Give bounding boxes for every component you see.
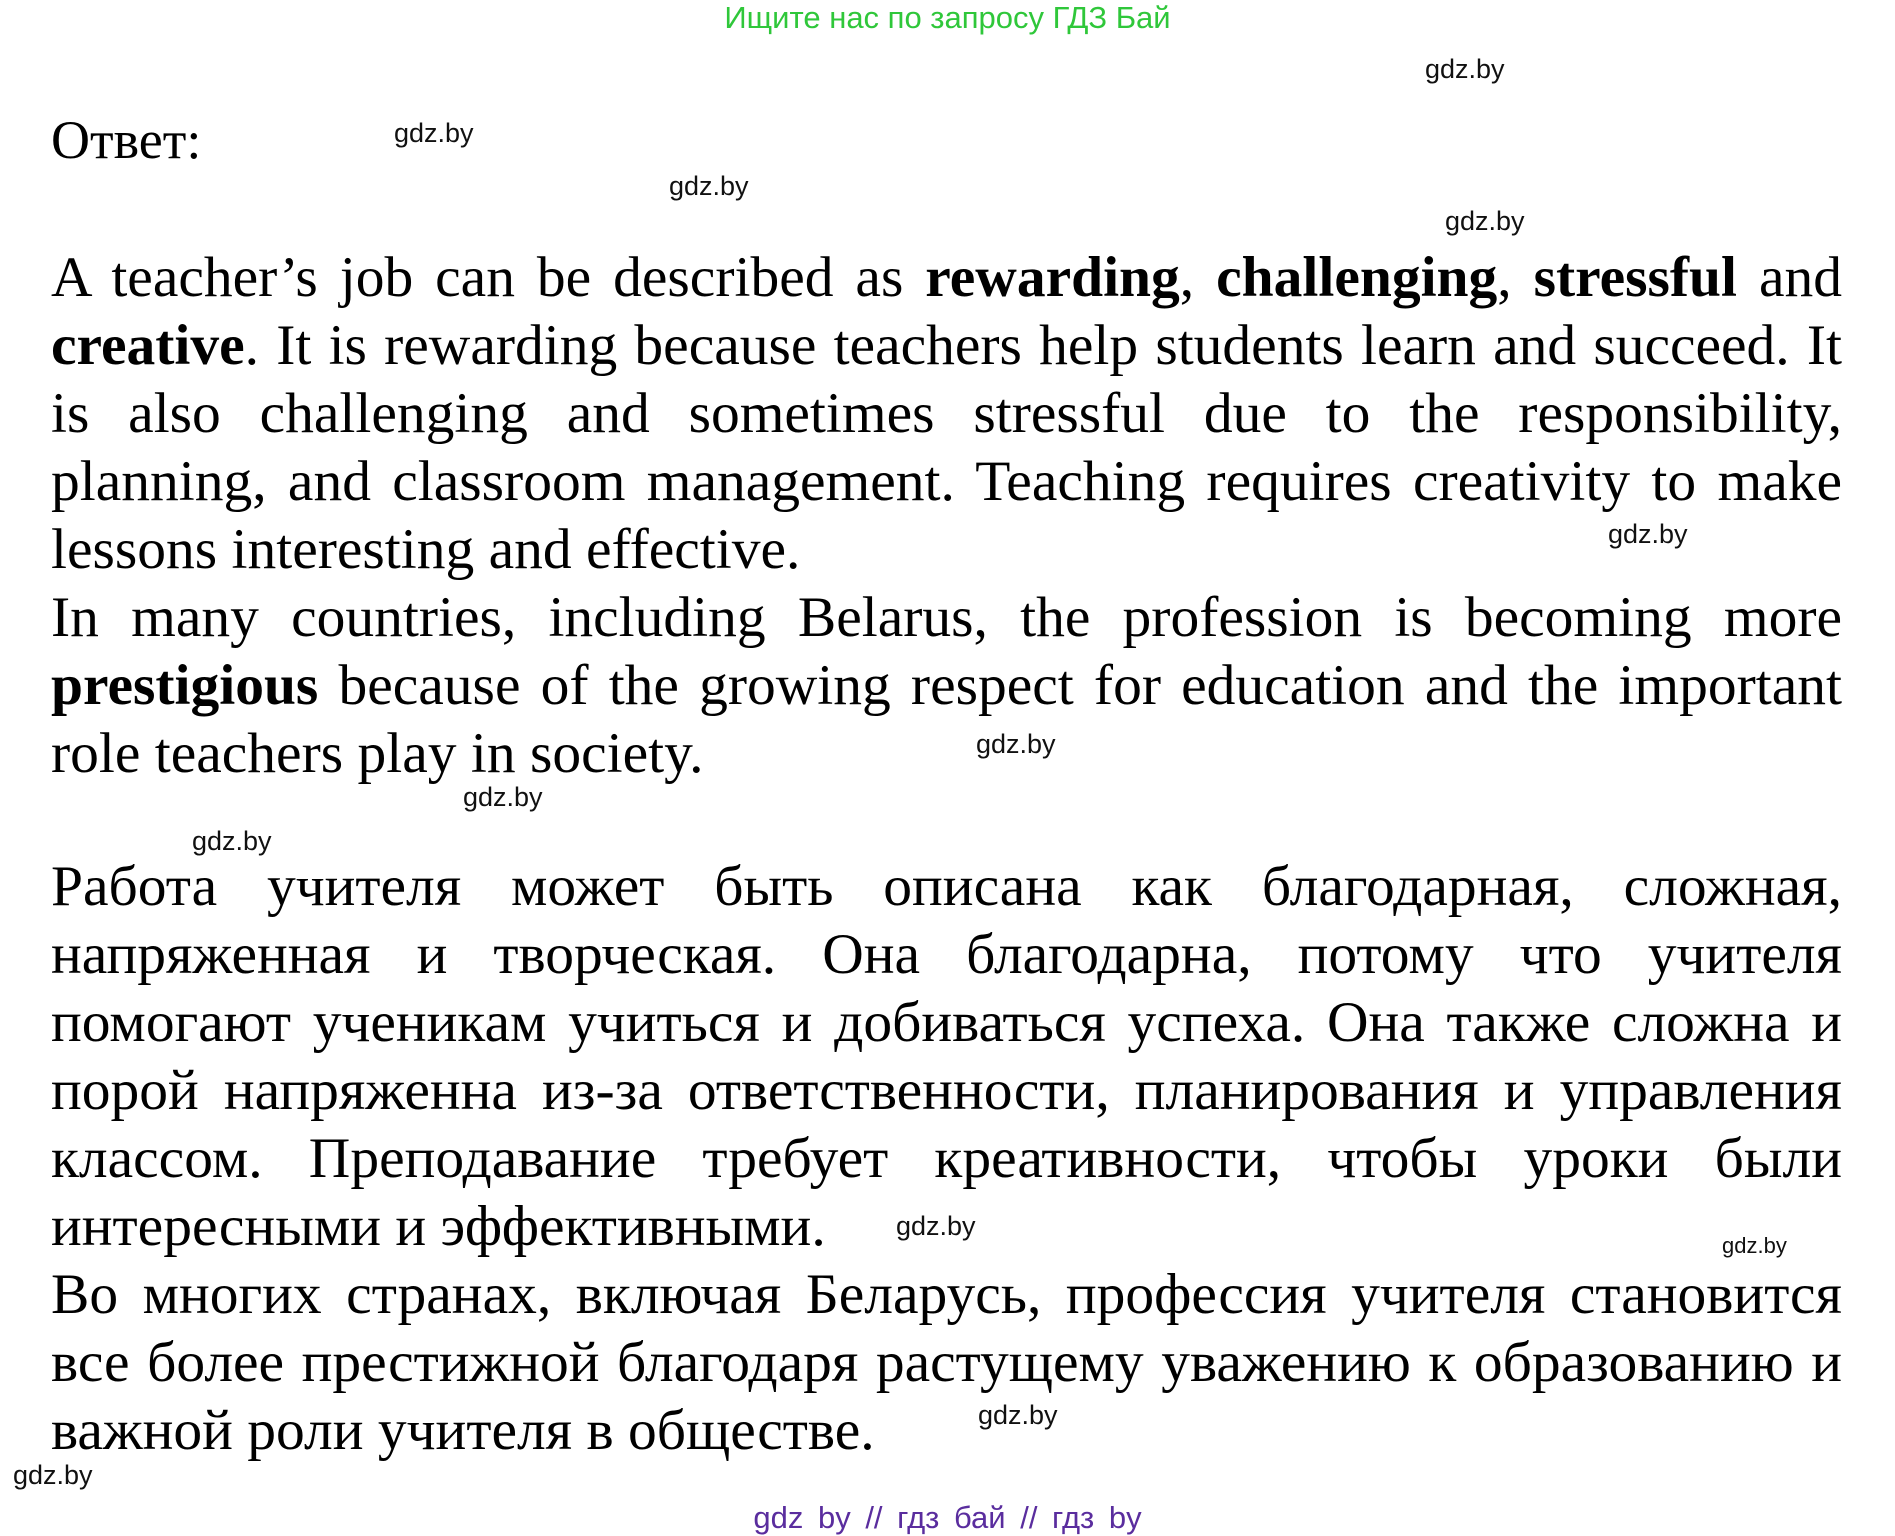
text: A teacher’s job can be described as <box>51 246 926 309</box>
english-paragraph-1 <box>51 244 1842 584</box>
text: and <box>1737 246 1843 309</box>
text: . It is rewarding because teachers help students learn and succeed. It is also challenging and sometimes stressful due to the responsibility, planning, and classroom management. Teaching requires creativity to make lessons interesting and effective. <box>51 314 1842 581</box>
watermark: gdz.by <box>13 1460 93 1490</box>
text: In many countries, including Belarus, the profession is becoming more <box>51 586 1842 649</box>
footer-links: gdz by // гдз бай // гдз by <box>753 1500 1142 1535</box>
text: , <box>1179 246 1217 309</box>
keyword-stressful: stressful <box>1533 246 1738 309</box>
watermark: gdz.by <box>976 729 1056 759</box>
watermark: gdz.by <box>896 1211 976 1241</box>
watermark: gdz.by <box>192 826 272 856</box>
watermark: gdz.by <box>1608 519 1688 549</box>
watermark: gdz.by <box>1425 54 1505 84</box>
keyword-rewarding: rewarding <box>925 246 1180 309</box>
watermark: gdz.by <box>463 782 543 812</box>
text: because of the growing respect for education and the important role teachers play in society. <box>51 654 1842 785</box>
watermark: gdz.by <box>1722 1233 1787 1258</box>
search-hint-banner: Ищите нас по запросу ГДЗ Бай <box>724 0 1171 35</box>
keyword-prestigious: prestigious <box>51 654 319 717</box>
english-paragraph-2 <box>51 584 1842 788</box>
watermark: gdz.by <box>1445 206 1525 236</box>
watermark: gdz.by <box>394 118 474 148</box>
keyword-challenging: challenging <box>1216 246 1498 309</box>
watermark: gdz.by <box>669 171 749 201</box>
watermark: gdz.by <box>978 1400 1058 1430</box>
keyword-creative: creative <box>51 314 245 377</box>
russian-paragraph-2: Во многих странах, включая Беларусь, профессия учителя становится все более престижной благодаря растущему уважению к образованию и важной роли учителя в обществе. <box>51 1263 1842 1462</box>
russian-paragraph-1: Работа учителя может быть описана как благодарная, сложная, напряженная и творческая. Она благодарна, потому что учителя помогают ученикам учиться и добиваться успеха. Она также сложна и порой напряженна из-за ответственности, планирования и управления классом. Преподавание требует креативности, чтобы уроки были интересными и эффективными. <box>51 855 1842 1258</box>
answer-heading: Ответ: <box>51 110 202 170</box>
text: , <box>1497 246 1534 309</box>
